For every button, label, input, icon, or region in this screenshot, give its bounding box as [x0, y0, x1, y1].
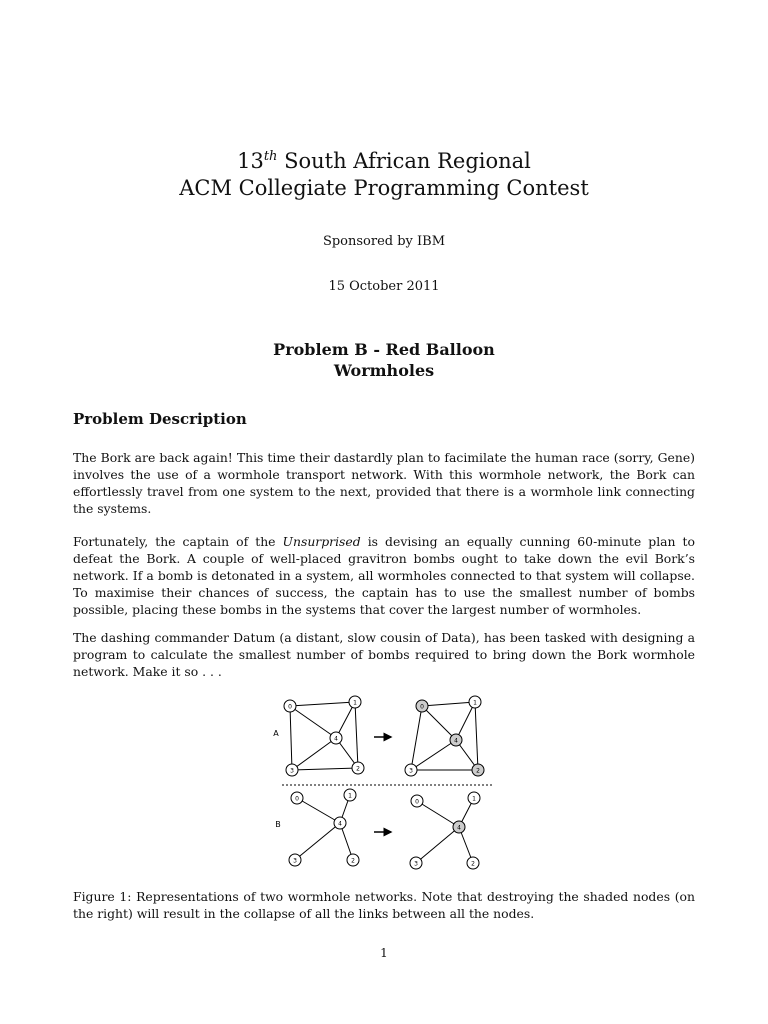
- page-number: 1: [380, 946, 388, 960]
- network-b-left-nodes: [289, 789, 359, 866]
- sponsor-line: Sponsored by IBM: [322, 234, 446, 249]
- network-a-label: A: [273, 729, 279, 738]
- ship-name: Unsurprised: [282, 534, 361, 549]
- node-0-label: 0: [420, 703, 424, 711]
- paragraph-2-end: is devising an equally cunning 60-minute plan to defeat the Bork. A couple of well-placed gravitron bombs ought to take down the evil Bork’s network. If a bomb is detonated in a system, all wormholes connected to that system will collapse. To maximise their chances of success, the captain has to use the smallest number of bombs possible, placing these bombs in the systems that cover the largest number of wormholes.: [73, 534, 695, 617]
- node-2-label: 2: [356, 765, 360, 773]
- network-b-right-nodes: [410, 792, 480, 869]
- paragraph-2: [73, 533, 695, 618]
- node-0-label: 0: [295, 795, 299, 803]
- node-1-label: 1: [353, 699, 357, 707]
- title-line-2: ACM Collegiate Programming Contest: [179, 176, 589, 200]
- node-4-label: 4: [338, 820, 342, 828]
- node-4-label: 4: [334, 735, 338, 743]
- node-0-label: 0: [415, 798, 419, 806]
- node-4-label: 4: [454, 737, 458, 745]
- contest-title: [0, 148, 768, 202]
- wormhole-network-figure: [270, 694, 500, 878]
- node-3-label: 3: [290, 767, 294, 775]
- node-3-label: 3: [409, 767, 413, 775]
- paragraph-1: The Bork are back again! This time their dastardly plan to facimilate the human race (sorry, Gene) involves the use of a wormhole transport network. With this wormhole network, the Bork can effortlessly travel from one system to the next, provided that there is a wormhole link connecting the systems.: [73, 450, 695, 516]
- node-0-label: 0: [288, 703, 292, 711]
- problem-title: Problem B - Red Balloon: [273, 340, 495, 359]
- title-line-1-text: South African Regional: [277, 149, 531, 173]
- contest-date: 15 October 2011: [328, 279, 440, 294]
- paragraph-2-start: Fortunately, the captain of the: [73, 534, 283, 549]
- title-line-1: [0, 148, 768, 175]
- node-2-label: 2: [351, 857, 355, 865]
- network-a-left: [290, 699, 358, 770]
- node-1-label: 1: [348, 792, 352, 800]
- node-2-label: 2: [471, 860, 475, 868]
- figure-caption: Figure 1: Representations of two wormhole networks. Note that destroying the shaded nodes (on the right) will result in the collapse of all the links between all the nodes.: [73, 889, 695, 921]
- node-3-label: 3: [414, 860, 418, 868]
- section-heading: Problem Description: [73, 410, 247, 428]
- node-2-label: 2: [476, 767, 480, 775]
- network-b-right: [416, 795, 476, 863]
- network-b-label: B: [275, 820, 281, 829]
- paragraph-3: The dashing commander Datum (a distant, slow cousin of Data), has been tasked with designing a program to calculate the smallest number of bombs required to bring down the Bork wormhole network. Make it so . . .: [73, 630, 695, 679]
- node-1-label: 1: [472, 795, 476, 803]
- problem-subtitle: Wormholes: [333, 361, 435, 380]
- node-1-label: 1: [473, 699, 477, 707]
- node-4-label: 4: [457, 824, 461, 832]
- title-superscript: th: [263, 149, 278, 164]
- title-number: 13: [237, 149, 264, 173]
- node-3-label: 3: [293, 857, 297, 865]
- problem-heading: [0, 339, 768, 381]
